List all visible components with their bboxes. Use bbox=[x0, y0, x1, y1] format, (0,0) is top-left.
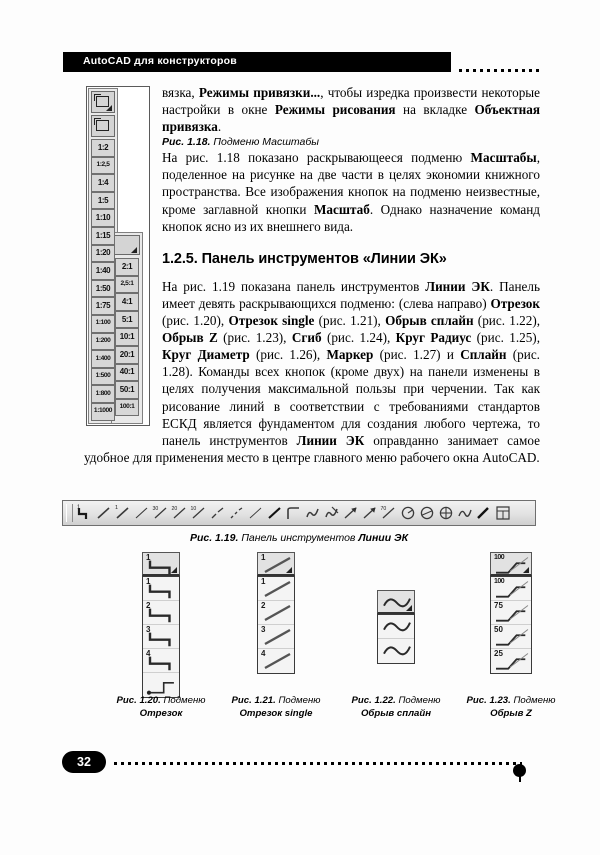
krug-radius-icon[interactable] bbox=[398, 503, 417, 523]
scale-item-40-1[interactable]: 40:1 bbox=[115, 364, 139, 382]
fig-121-master-button[interactable] bbox=[257, 552, 295, 576]
fig-122 bbox=[337, 552, 455, 732]
otrezok-step-icon[interactable] bbox=[75, 503, 94, 523]
zigzag-break-icon bbox=[493, 578, 531, 600]
fig-120-item-2-label: 2 bbox=[146, 601, 151, 610]
fig-120-artwork bbox=[102, 552, 220, 698]
svg-text:1: 1 bbox=[76, 504, 80, 511]
svg-text:70: 70 bbox=[380, 506, 386, 512]
zigzag-break-icon bbox=[493, 626, 531, 648]
fig-120-master-label: 1 bbox=[146, 553, 151, 562]
line-dot-icon[interactable] bbox=[227, 503, 246, 523]
scale-item-1-400[interactable]: 1:400 bbox=[91, 350, 115, 368]
figure-118-caption-text: Подменю Масштабы bbox=[210, 136, 320, 149]
fig-121-item-2[interactable] bbox=[258, 601, 294, 625]
svg-text:1: 1 bbox=[114, 505, 118, 511]
step-line-last-icon bbox=[145, 674, 179, 696]
fig-121-item-4-label: 4 bbox=[261, 649, 266, 658]
fig-122-submenu bbox=[377, 614, 415, 664]
fig-123 bbox=[452, 552, 570, 732]
fig-120 bbox=[102, 552, 220, 732]
figure-119-caption-bold2: Линии ЭК bbox=[358, 532, 409, 544]
footer-dotted-rule bbox=[114, 762, 522, 765]
fig-123-master-button[interactable] bbox=[490, 552, 532, 576]
fig-120-submenu bbox=[142, 576, 180, 698]
page-footer bbox=[62, 745, 538, 781]
fig-120-master-button[interactable] bbox=[142, 552, 180, 576]
scale-item-1-10[interactable]: 1:10 bbox=[91, 209, 115, 227]
fig-120-caption-text: Подменю bbox=[160, 695, 206, 706]
fig-123-item-2-label: 75 bbox=[494, 601, 503, 610]
fig-121-item-1-label: 1 bbox=[261, 577, 266, 586]
fig-123-item-2[interactable] bbox=[491, 601, 531, 625]
svg-text:30: 30 bbox=[152, 506, 158, 512]
fig-122-master-button[interactable] bbox=[377, 590, 415, 614]
fig-121-artwork bbox=[217, 552, 335, 674]
page-number-badge: 32 bbox=[62, 751, 106, 773]
spline-icon[interactable] bbox=[455, 503, 474, 523]
fig-122-caption-text: Подменю bbox=[395, 695, 441, 706]
figure-119-caption-label: Рис. 1.19. bbox=[189, 532, 239, 544]
fig-121-caption-text: Подменю bbox=[275, 695, 321, 706]
fig-121-caption-name: Отрезок single bbox=[239, 708, 313, 719]
line-thin-icon[interactable] bbox=[246, 503, 265, 523]
scale-item-1-2[interactable]: 1:2 bbox=[91, 139, 115, 157]
text-wrap-spacer bbox=[84, 86, 152, 431]
fig-123-caption-label: Рис. 1.23. bbox=[466, 695, 511, 706]
figure-119-caption bbox=[62, 532, 536, 544]
fig-120-item-3[interactable] bbox=[143, 625, 179, 649]
table-icon[interactable] bbox=[493, 503, 512, 523]
marker-icon[interactable] bbox=[436, 503, 455, 523]
figure-118-caption-label: Рис. 1.18. bbox=[162, 136, 211, 149]
fig-122-caption bbox=[337, 694, 455, 720]
step-line-icon bbox=[145, 578, 179, 600]
scale-item-1-1000[interactable]: 1:1000 bbox=[91, 403, 115, 421]
diagonal-line-icon bbox=[260, 650, 294, 672]
scale-item-1-500[interactable]: 1:500 bbox=[91, 368, 115, 386]
svg-text:10: 10 bbox=[190, 506, 196, 512]
dropdown-arrow-icon bbox=[286, 567, 292, 573]
fig-122-caption-name: Обрыв сплайн bbox=[360, 708, 432, 719]
line-bold-icon[interactable] bbox=[265, 503, 284, 523]
sgib-icon[interactable] bbox=[284, 503, 303, 523]
page-header bbox=[63, 52, 537, 74]
section-heading-125: 1.2.5. Панель инструментов «Линии ЭК» bbox=[162, 250, 447, 267]
zigzag-break-icon bbox=[493, 650, 531, 672]
fig-123-master-label: 100 bbox=[494, 554, 505, 561]
fig-121-item-4[interactable] bbox=[258, 649, 294, 673]
fig-121-master-label: 1 bbox=[261, 553, 266, 562]
paragraph-3: На рис. 1.19 показана панель инструментов Линии ЭК. Панель имеет девять раскрывающихся подменю: (слева направо) Отрезок (рис. 1.20), Отрезок single (рис. 1.21), Обрыв сплайн (рис. 1.22), Обрыв Z (рис. 1.23), Сгиб (рис. 1.24), Круг Радиус (рис. 1.25), Круг Диаметр (рис. 1.26), Маркер (рис. 1.27) и Сплайн (рис. 1.28). Команды всех кнопок (кроме двух) на панели изменены в целях получения максимальной пользы при черчении. Так как рисование линий в соответствии с требованиями стандартов ЕСКД является фундаментом для создания любого чертежа, то панель инструментов Линии ЭК оправданно занимает самое удобное для применения место в центре главного меню рабочего окна AutoCAD. bbox=[84, 278, 541, 465]
fig-123-caption bbox=[452, 694, 570, 720]
fig-120-item-1[interactable] bbox=[143, 577, 179, 601]
fig-121 bbox=[217, 552, 335, 732]
main-text-column bbox=[84, 84, 540, 466]
footer-end-dot-stem bbox=[519, 775, 521, 782]
fig-123-item-4-label: 25 bbox=[494, 649, 503, 658]
scale-item-1-5[interactable]: 1:5 bbox=[91, 192, 115, 210]
figure-118-caption bbox=[84, 135, 540, 149]
diagonal-line-icon bbox=[260, 602, 294, 624]
fig-123-artwork bbox=[452, 552, 570, 674]
scale-item-1-100[interactable]: 1:100 bbox=[91, 315, 115, 333]
diagonal-line-icon bbox=[260, 578, 294, 600]
line-arrow-1-icon[interactable] bbox=[341, 503, 360, 523]
dropdown-arrow-icon bbox=[406, 605, 412, 611]
scale-item-1-800[interactable]: 1:800 bbox=[91, 385, 115, 403]
scale-item-1-4[interactable]: 1:4 bbox=[91, 174, 115, 192]
fig-123-submenu bbox=[490, 576, 532, 674]
fig-123-caption-name: Обрыв Z bbox=[490, 708, 532, 719]
fig-121-caption-label: Рис. 1.21. bbox=[231, 695, 276, 706]
scale-item-100-1[interactable]: 100:1 bbox=[115, 399, 139, 417]
fig-123-item-1-label: 100 bbox=[494, 578, 505, 585]
line-2-icon[interactable] bbox=[94, 503, 113, 523]
scale-item-1-40[interactable]: 1:40 bbox=[91, 262, 115, 280]
fig-120-item-4[interactable] bbox=[143, 649, 179, 673]
svg-text:20: 20 bbox=[171, 506, 177, 512]
line-30-icon[interactable] bbox=[151, 503, 170, 523]
pencil-icon[interactable] bbox=[474, 503, 493, 523]
krug-diametr-icon[interactable] bbox=[417, 503, 436, 523]
fig-121-item-2-label: 2 bbox=[261, 601, 266, 610]
line-plain-icon[interactable] bbox=[132, 503, 151, 523]
step-line-icon bbox=[145, 602, 179, 624]
fig-121-caption bbox=[217, 694, 335, 720]
paragraph-1: вязка, Режимы привязки..., чтобы изредка произвести некоторые настройки в окне Режимы рисования на вкладке Объектная привязка. bbox=[162, 85, 540, 135]
fig-121-item-3-label: 3 bbox=[261, 625, 266, 634]
header-title: AutoCAD для конструкторов bbox=[83, 55, 237, 67]
scale-item-4-1[interactable]: 4:1 bbox=[115, 293, 139, 311]
scale-item-1-2-5[interactable]: 1:2,5 bbox=[91, 157, 115, 175]
fig-120-item-2[interactable] bbox=[143, 601, 179, 625]
fig-120-item-3-label: 3 bbox=[146, 625, 151, 634]
paragraph-2: На рис. 1.18 показано раскрывающееся подменю Масштабы, поделенное на рисунке на две части в целях экономии книжного пространства. Все изображения кнопок на подменю неизвестные, кроме заглавной кнопки Масштаб. Однако назначение команд кнопок ясно из их внешнего вида. bbox=[162, 150, 540, 234]
fig-123-item-3-label: 50 bbox=[494, 625, 503, 634]
fig-120-caption bbox=[102, 694, 220, 720]
scale-item-1-50[interactable]: 1:50 bbox=[91, 280, 115, 298]
line-1-icon[interactable] bbox=[113, 503, 132, 523]
fig-121-submenu bbox=[257, 576, 295, 674]
scale-item-1-15[interactable]: 1:15 bbox=[91, 227, 115, 245]
fig-121-item-1[interactable] bbox=[258, 577, 294, 601]
diagonal-line-icon bbox=[260, 626, 294, 648]
step-line-icon bbox=[145, 650, 179, 672]
fig-120-item-4-label: 4 bbox=[146, 649, 151, 658]
zigzag-break-icon bbox=[493, 602, 531, 624]
header-dotted-rule bbox=[459, 69, 539, 72]
figure-119-caption-text: Панель инструментов bbox=[238, 532, 359, 544]
scale-item-20-1[interactable]: 20:1 bbox=[115, 346, 139, 364]
scale-item-1-75[interactable]: 1:75 bbox=[91, 297, 115, 315]
fig-123-item-1[interactable] bbox=[491, 577, 531, 601]
fig-122-item-2[interactable] bbox=[378, 639, 414, 663]
fig-123-caption-text: Подменю bbox=[510, 695, 556, 706]
fig-120-caption-name: Отрезок bbox=[139, 708, 183, 719]
scale-item-1-20[interactable]: 1:20 bbox=[91, 245, 115, 263]
step-line-icon bbox=[145, 626, 179, 648]
figure-119-toolbar[interactable] bbox=[62, 500, 536, 526]
spline-arrow-icon[interactable] bbox=[322, 503, 341, 523]
fig-120-caption-label: Рис. 1.20. bbox=[116, 695, 161, 706]
wave-icon bbox=[380, 616, 414, 638]
line-10-icon[interactable] bbox=[189, 503, 208, 523]
scale-item-2-5-1[interactable]: 2,5:1 bbox=[115, 276, 139, 294]
fig-123-item-3[interactable] bbox=[491, 625, 531, 649]
wave-icon bbox=[380, 640, 414, 662]
scale-item-1-200[interactable]: 1:200 bbox=[91, 333, 115, 351]
scale-item-10-1[interactable]: 10:1 bbox=[115, 328, 139, 346]
line-20-icon[interactable] bbox=[170, 503, 189, 523]
fig-122-artwork bbox=[337, 552, 455, 664]
bottom-figures-group bbox=[62, 552, 556, 732]
fig-122-caption-label: Рис. 1.22. bbox=[351, 695, 396, 706]
dropdown-arrow-icon bbox=[523, 567, 529, 573]
dropdown-arrow-icon bbox=[171, 567, 177, 573]
toolbar-grip-handle[interactable] bbox=[66, 504, 73, 522]
line-dash-icon[interactable] bbox=[208, 503, 227, 523]
scale-item-50-1[interactable]: 50:1 bbox=[115, 381, 139, 399]
fig-121-item-3[interactable] bbox=[258, 625, 294, 649]
spline-break-icon[interactable] bbox=[303, 503, 322, 523]
toolbar-buttons-container bbox=[75, 503, 512, 523]
scale-item-2-1[interactable]: 2:1 bbox=[115, 258, 139, 276]
fig-120-item-1-label: 1 bbox=[146, 577, 151, 586]
line-70-icon[interactable] bbox=[379, 503, 398, 523]
line-arrow-2-icon[interactable] bbox=[360, 503, 379, 523]
fig-122-item-1[interactable] bbox=[378, 615, 414, 639]
scale-item-5-1[interactable]: 5:1 bbox=[115, 311, 139, 329]
fig-123-item-4[interactable] bbox=[491, 649, 531, 673]
